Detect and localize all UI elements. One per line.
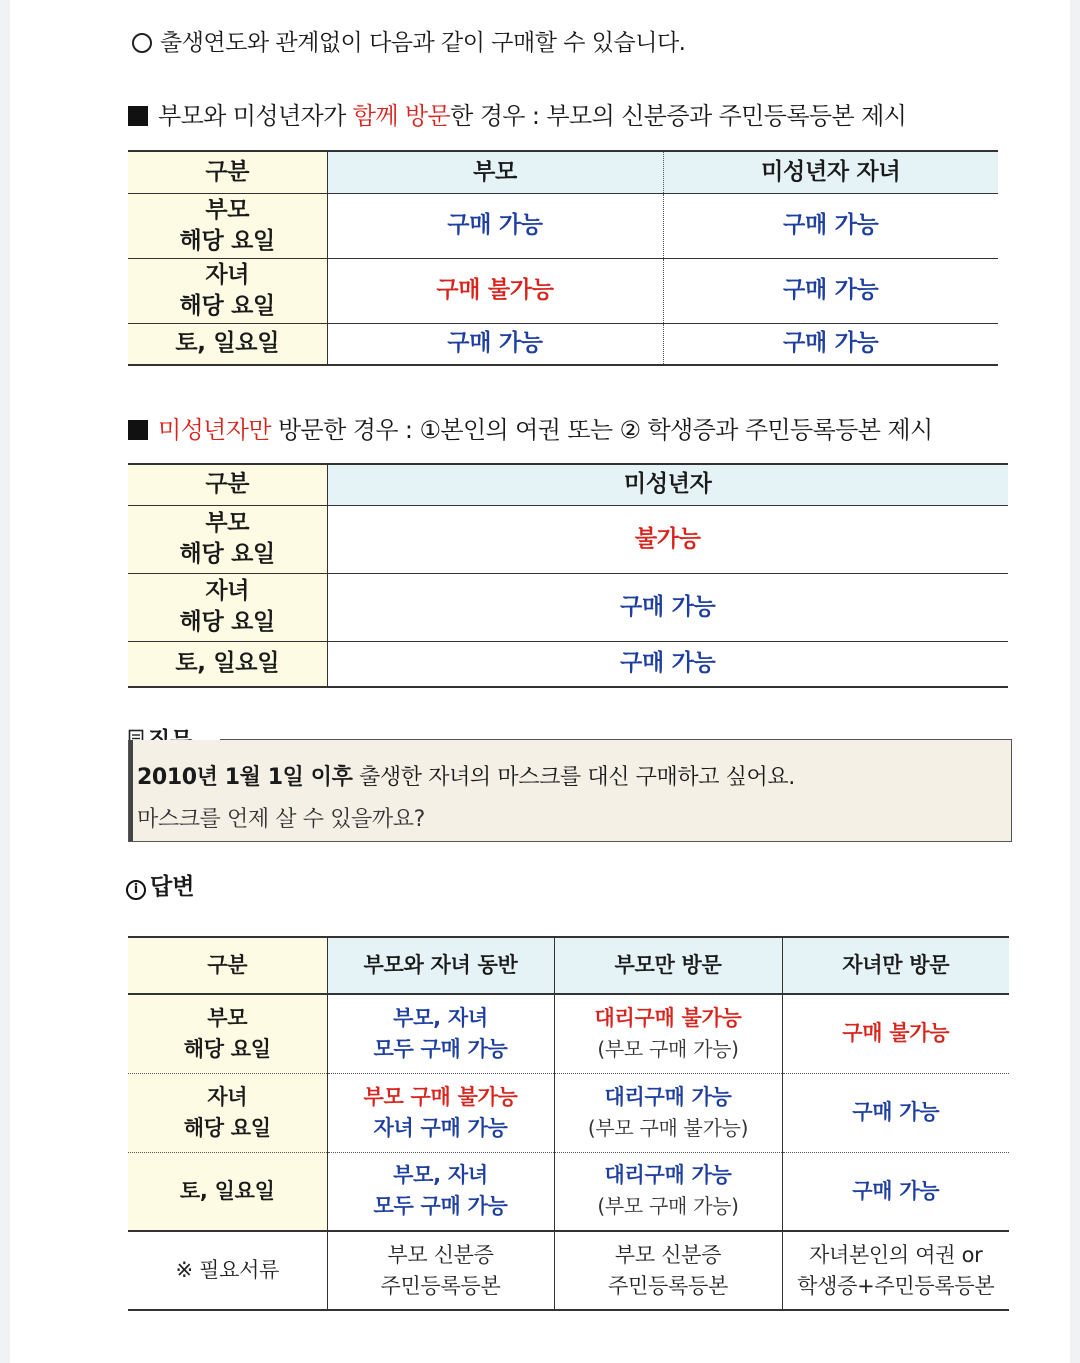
table-minor-only [128, 463, 1008, 688]
docs-parent-only: 부모 신분증 주민등록등본 [554, 1231, 782, 1310]
cell-parent: 구매 가능 [327, 193, 663, 258]
cell-together: 부모 구매 불가능 자녀 구매 가능 [327, 1073, 554, 1152]
cell-together: 부모, 자녀 모두 구매 가능 [327, 994, 554, 1073]
cell-child: 구매 가능 [663, 258, 998, 323]
cell-child: 구매 가능 [663, 193, 998, 258]
question-box [128, 740, 1012, 842]
table-row [128, 573, 1008, 641]
header-category: 구분 [128, 937, 327, 994]
table-row [128, 193, 998, 258]
table-header-row [128, 151, 998, 193]
intro-line: 출생연도와 관계없이 다음과 같이 구매할 수 있습니다. [132, 24, 685, 57]
header-parent: 부모 [327, 151, 663, 193]
docs-label: ※ 필요서류 [128, 1231, 327, 1310]
square-bullet-icon [128, 106, 148, 126]
section1-heading: 부모와 미성년자가 함께 방문한 경우 : 부모의 신분증과 주민등록등본 제시 [128, 96, 906, 131]
header-parent-only: 부모만 방문 [554, 937, 782, 994]
row-label: 자녀 해당 요일 [128, 258, 327, 323]
cell-child-only: 구매 불가능 [782, 994, 1009, 1073]
question-line-1: 2010년 1월 1일 이후 출생한 자녀의 마스크를 대신 구매하고 싶어요. [137, 765, 795, 790]
row-label: 부모 해당 요일 [128, 994, 327, 1073]
cell-child: 구매 가능 [783, 330, 879, 357]
table-parent-child-together [128, 150, 998, 366]
section1-highlight: 함께 방문 [352, 102, 451, 130]
table-row [128, 323, 998, 365]
header-child-only: 자녀만 방문 [782, 937, 1009, 994]
cell-parent-only: 대리구매 가능 (부모 구매 가능) [554, 1152, 782, 1231]
required-documents-row [128, 1231, 1009, 1310]
row-label: 토, 일요일 [128, 323, 327, 365]
cell-child-only: 구매 가능 [782, 1073, 1009, 1152]
cell-parent-only: 대리구매 가능 (부모 구매 불가능) [554, 1073, 782, 1152]
table-row [128, 258, 998, 323]
cell-minor: 구매 가능 [327, 573, 1008, 641]
table-header-row [128, 937, 1009, 994]
document-page [10, 0, 1070, 1363]
question-line-2: 마스크를 언제 살 수 있을까요? [137, 807, 425, 832]
header-category: 구분 [128, 464, 327, 505]
header-minor: 미성년자 [327, 464, 1008, 505]
square-bullet-icon [128, 420, 148, 440]
table-row [128, 1073, 1009, 1152]
cell-together: 부모, 자녀 모두 구매 가능 [327, 1152, 554, 1231]
info-icon: i [126, 880, 146, 900]
answer-title: i 답변 [126, 868, 194, 901]
row-label: 자녀 해당 요일 [128, 573, 327, 641]
question-accent-bar [129, 740, 133, 841]
section2-heading: 미성년자만 방문한 경우 : ①본인의 여권 또는 ② 학생증과 주민등록등본 제시 [128, 410, 933, 445]
row-label: 자녀 해당 요일 [128, 1073, 327, 1152]
cell-minor: 불가능 [327, 505, 1008, 573]
table-row [128, 505, 1008, 573]
header-minor-child: 미성년자 자녀 [663, 151, 998, 193]
cell-parent-only: 대리구매 불가능 (부모 구매 가능) [554, 994, 782, 1073]
row-label: 부모 해당 요일 [128, 193, 327, 258]
docs-together: 부모 신분증 주민등록등본 [327, 1231, 554, 1310]
cell-minor: 구매 가능 [620, 650, 716, 677]
cell-parent: 구매 가능 [327, 323, 663, 365]
table-header-row [128, 464, 1008, 505]
table-row [128, 641, 1008, 687]
header-together: 부모와 자녀 동반 [327, 937, 554, 994]
table-row [128, 994, 1009, 1073]
table-row [128, 1152, 1009, 1231]
header-category: 구분 [128, 151, 327, 193]
circle-bullet-icon [132, 33, 152, 53]
row-label: 토, 일요일 [128, 641, 327, 687]
cell-child-only: 구매 가능 [852, 1178, 940, 1203]
table-answer [128, 936, 1009, 1311]
row-label: 부모 해당 요일 [128, 505, 327, 573]
docs-child-only: 자녀본인의 여권 or 학생증+주민등록등본 [782, 1231, 1009, 1310]
cell-parent: 구매 불가능 [327, 258, 663, 323]
section2-highlight: 미성년자만 [158, 416, 271, 444]
row-label: 토, 일요일 [128, 1152, 327, 1231]
